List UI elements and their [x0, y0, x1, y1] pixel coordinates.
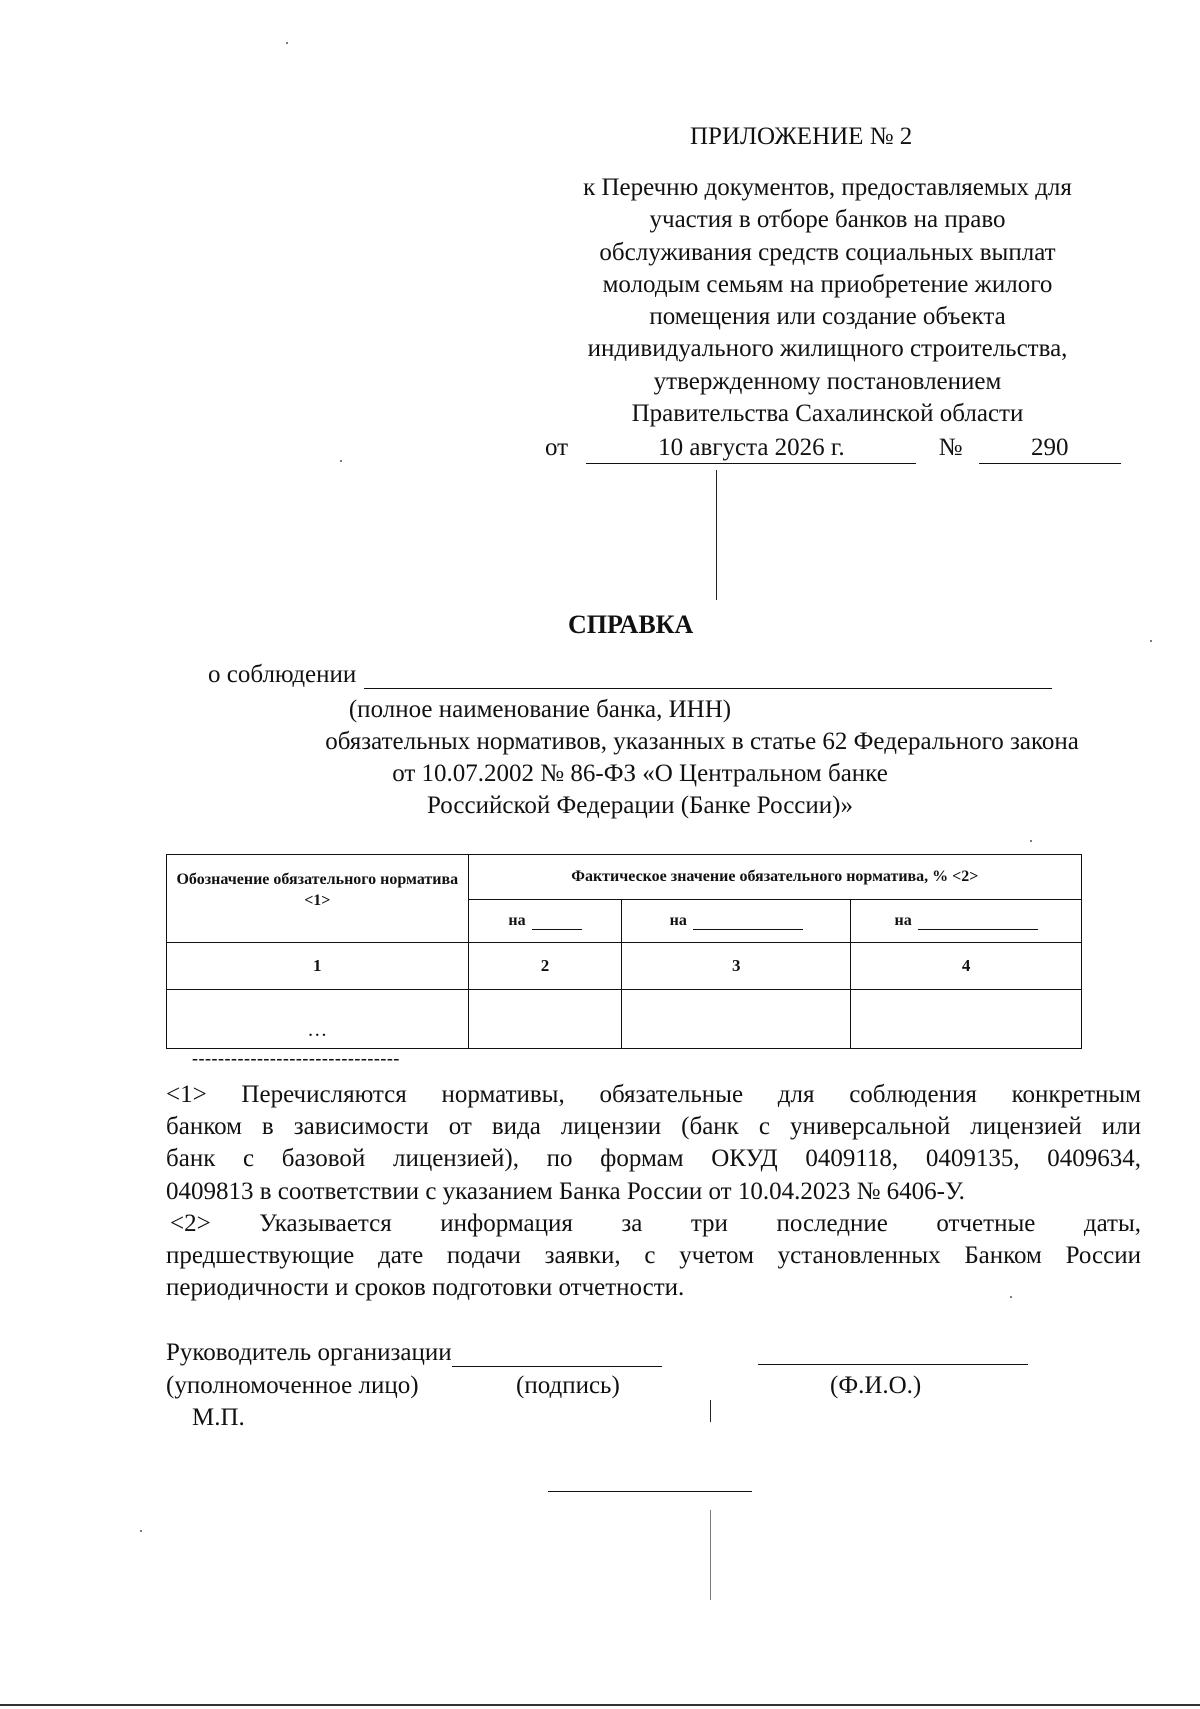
footnotes: [166, 1079, 1141, 1304]
date-blank: [532, 913, 582, 930]
footnote-2-line: <2> Указывается информация за три последние отчетные даты,: [170, 1209, 1141, 1237]
date-cell: [622, 900, 851, 943]
end-line: [548, 1491, 752, 1492]
certificate-line: обязательных нормативов, указанных в статье 62 Федерального закона: [325, 728, 1079, 755]
column-number: 4: [851, 943, 1082, 990]
norm-placeholder: …: [167, 990, 469, 1049]
column-number: 3: [622, 943, 851, 990]
value-cell: [851, 990, 1082, 1049]
footnote-1-line: банком в зависимости от вида лицензии (банк с универсальной лицензией или: [166, 1113, 1141, 1141]
appendix-line: участия в отборе банков на право: [649, 206, 1006, 234]
fio-blank: [758, 1364, 1028, 1365]
scan-mark: [710, 1510, 711, 1600]
footnote-2-line: периодичности и сроков подготовки отчетности.: [166, 1274, 685, 1302]
signature-hint: (подпись): [516, 1372, 620, 1399]
date-prefix: на: [894, 912, 912, 929]
scan-dot: [1030, 840, 1032, 842]
scan-mark: [716, 470, 717, 600]
date-cell: [468, 900, 622, 943]
scan-dot: [1010, 1296, 1012, 1298]
footnote-separator: --------------------------------: [192, 1048, 400, 1068]
appendix-line: молодым семьям на приобретение жилого: [602, 270, 1053, 298]
bank-name-blank: [364, 660, 1052, 689]
resolution-date-row: [545, 433, 1121, 464]
certificate-line: от 10.07.2002 № 86-ФЗ «О Центральном банке: [392, 760, 888, 787]
footnote-2-line: предшествующие дате подачи заявки, с учетом установленных Банком России: [166, 1242, 1141, 1270]
footnote-1-line: <1> Перечисляются нормативы, обязательные для соблюдения конкретным: [166, 1081, 1141, 1108]
date-prefix: на: [669, 912, 687, 929]
bank-name-hint: (полное наименование банка, ИНН): [348, 696, 732, 723]
scan-mark: [710, 1400, 711, 1422]
resolution-number: 290: [979, 433, 1121, 464]
seal-label: М.П.: [192, 1404, 245, 1431]
header-value: Фактическое значение обязательного норматива, % <2>: [468, 855, 1081, 900]
fio-hint: (Ф.И.О.): [830, 1372, 922, 1399]
from-label: от: [545, 434, 569, 461]
value-cell: [622, 990, 851, 1049]
appendix-line: утвержденному постановлением: [653, 367, 1002, 395]
document-title: СПРАВКА: [568, 610, 694, 639]
head-signature-row: [166, 1339, 662, 1367]
number-sign: №: [938, 434, 963, 461]
scan-edge: [0, 1704, 1200, 1706]
signature-blank: [452, 1342, 662, 1367]
resolution-date: 10 августа 2026 г.: [586, 433, 916, 464]
date-blank: [693, 913, 803, 930]
column-number-row: [167, 943, 1082, 990]
footnote-1-line: банк с базовой лицензией), по формам ОКУД 0409118, 0409135, 0409634,: [166, 1145, 1141, 1173]
head-label: Руководитель организации: [166, 1339, 452, 1366]
date-blank: [918, 913, 1038, 930]
date-prefix: на: [508, 912, 526, 929]
column-number: 2: [468, 943, 622, 990]
scan-dot: [1150, 640, 1152, 642]
appendix-line: помещения или создание объекта: [649, 303, 1006, 331]
appendix-line: индивидуального жилищного строительства,: [587, 335, 1068, 363]
appendix-line: обслуживания средств социальных выплат: [599, 238, 1056, 266]
footnote-1-line: 0409813 в соответствии с указанием Банка России от 10.04.2023 № 6406-У.: [166, 1177, 965, 1205]
certificate-line: Российской Федерации (Банке России)»: [427, 792, 853, 819]
appendix-title: ПРИЛОЖЕНИЕ № 2: [690, 123, 913, 150]
appendix-reference: [530, 172, 1125, 430]
compliance-label: о соблюдении: [208, 661, 357, 688]
column-number: 1: [167, 943, 469, 990]
appendix-line: Правительства Сахалинской области: [631, 400, 1024, 428]
value-cell: [468, 990, 622, 1049]
authorized-label: (уполномоченное лицо): [166, 1372, 419, 1399]
scan-dot: [286, 42, 288, 44]
compliance-row: [208, 660, 1052, 689]
appendix-line: к Перечню документов, предоставляемых для: [583, 174, 1072, 201]
scan-dot: [140, 1530, 142, 1532]
date-cell: [851, 900, 1082, 943]
norms-table: [166, 854, 1082, 1049]
header-norm: Обозначение обязательного норматива <1>: [167, 855, 469, 943]
scan-dot: [340, 460, 342, 462]
table-row: [167, 990, 1082, 1049]
